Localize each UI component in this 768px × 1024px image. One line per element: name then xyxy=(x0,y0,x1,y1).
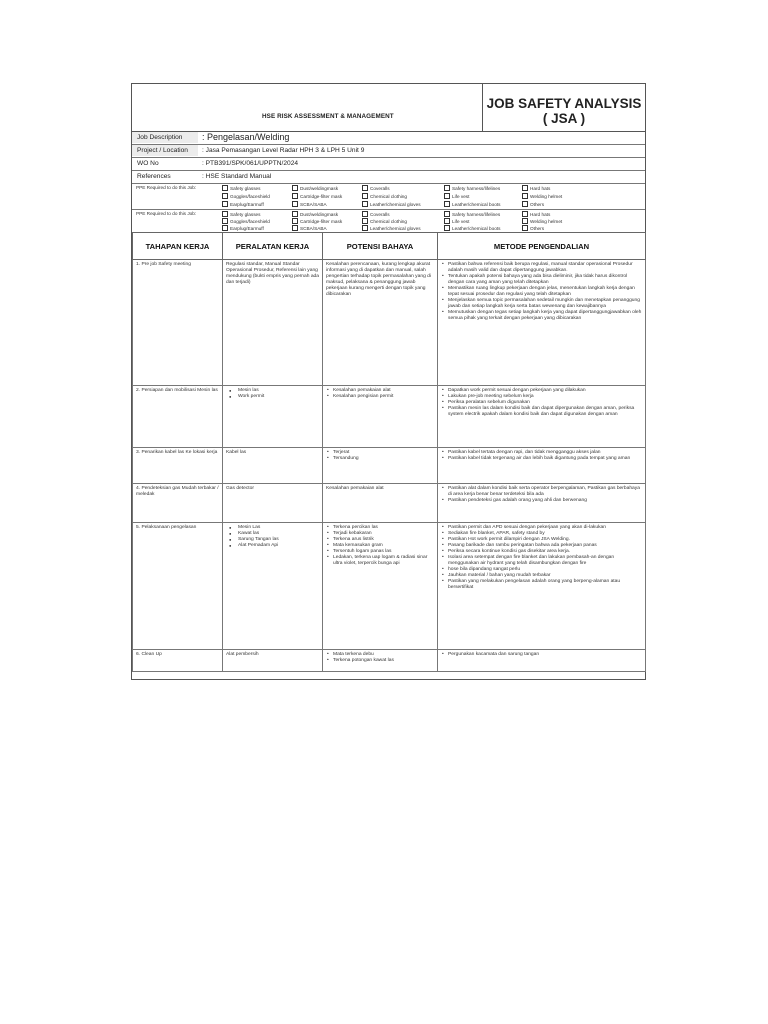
table-row xyxy=(133,650,646,672)
ppe-label: PPE Required to do this Job: xyxy=(136,185,197,190)
controls-cell xyxy=(438,484,646,523)
ppe-checkbox[interactable]: Hard hats xyxy=(522,185,550,191)
ppe-checkbox[interactable]: Leather/chemical boots xyxy=(444,225,500,231)
step-cell: 3. Penarikan kabel las Ke lokasi kerja xyxy=(133,448,223,484)
hazard-item: • Mata terkena debu xyxy=(333,652,434,658)
ppe-block-2 xyxy=(132,210,645,232)
control-item: • Dapatkan work permit sesuai dengan pekerjaan yang dilakukan xyxy=(448,388,642,394)
step-cell: 5. Pelaksanaan pengelasan xyxy=(133,523,223,650)
controls-cell xyxy=(438,523,646,650)
hazard-item: • Tersentuh logam panas las xyxy=(333,549,434,555)
hazard-item: • Terkena percikan las xyxy=(333,525,434,531)
control-item: • Pastikan Hot work permit dilampiri dengan JSA Welding. xyxy=(448,537,642,543)
control-item: • Memastikan ruang lingkup pekerjaan dengan jelas, menentukan langkah kerja dengan tepat sesuai prosedur dan regulasi yang telah ditetapkan xyxy=(448,286,642,298)
control-item: • Jauhkan material / bahan yang mudah terbakar xyxy=(448,573,642,579)
control-item: • Pastikan kabel tertata dengan rapi, dan tidak mengganggu akses jalan xyxy=(448,450,642,456)
ppe-checkbox[interactable]: Others xyxy=(522,225,544,231)
step-cell: 6. Clean Up xyxy=(133,650,223,672)
hazard-item: • Terkena arus listrik xyxy=(333,537,434,543)
hazards-cell: Kesalahan pemakaian alat xyxy=(323,484,438,523)
wo-row xyxy=(132,158,645,171)
ppe-checkbox[interactable]: Others xyxy=(522,201,544,207)
ppe-checkbox[interactable]: Earplug/Earmuff xyxy=(222,225,264,231)
ppe-checkbox[interactable]: Coveralls xyxy=(362,211,390,217)
hazards-cell: Kesalahan perencanaan, kurang lengkap akurat informasi yang di dapatkan dan manual, salah pengertian terhadap topik permasalahan yang di maksud, pelaksana & penanggung jawab pekerjaan kurang mengerti dengan topik yang dibicarakan xyxy=(323,260,438,386)
jsa-document xyxy=(131,83,646,680)
control-item: • Periksa secara kontinue kondisi gas disekitar area kerja. xyxy=(448,549,642,555)
ppe-checkbox[interactable]: Chemical clothing xyxy=(362,218,407,224)
tool-item: ● Alat Pemadam Api xyxy=(238,543,319,549)
ppe-checkbox[interactable]: Dust/weldingmask xyxy=(292,185,338,191)
ppe-checkbox[interactable]: Safety harness/lifelines xyxy=(444,185,500,191)
control-item: • Pastikan yang melakukan pengelasan adalah orang yang berpeng-alaman atau bersertifikat xyxy=(448,579,642,591)
table-row xyxy=(133,523,646,650)
ppe-checkbox[interactable]: Chemical clothing xyxy=(362,193,407,199)
ppe-checkbox[interactable]: SCBA/SABA xyxy=(292,201,327,207)
control-item: • Pastikan kabel tidak tergenang air dan lebih baik digantung pada tempat yang aman xyxy=(448,456,642,462)
document-header xyxy=(132,84,645,132)
ppe-checkbox[interactable]: Hard hats xyxy=(522,211,550,217)
tool-item: ● Sarung Tangan las xyxy=(238,537,319,543)
ppe-label: PPE Required to do this Job: xyxy=(136,211,197,216)
table-header-row xyxy=(133,233,646,260)
control-item: • Lakukan pre-job meeting sebelum kerja xyxy=(448,394,642,400)
tool-item: ● Mesin las xyxy=(238,388,319,394)
control-item: • Pastikan pendeteksi gas adalah orang yang ahli dan berwenang xyxy=(448,498,642,504)
table-row xyxy=(133,386,646,448)
ppe-checkbox[interactable]: Life vest xyxy=(444,193,469,199)
step-cell: 4. Pendeteksian gas Mudah terbakar / meledak xyxy=(133,484,223,523)
controls-cell xyxy=(438,448,646,484)
ppe-checkbox[interactable]: SCBA/SABA xyxy=(292,225,327,231)
ppe-checkbox[interactable]: Cartridge-filter mask xyxy=(292,193,342,199)
job-description-row xyxy=(132,132,645,145)
jsa-table-wrapper xyxy=(132,232,645,672)
tools-cell: Regulasi standar, Manual Standar Operasional Prosedur, Referensi lain yang mendukung (bukti empris yang pernah ada dan terjadi) xyxy=(223,260,323,386)
tool-item: ● Kawat las xyxy=(238,531,319,537)
ppe-checkbox[interactable]: Welding helmet xyxy=(522,193,562,199)
table-row xyxy=(133,484,646,523)
tools-cell xyxy=(223,386,323,448)
controls-cell xyxy=(438,650,646,672)
ppe-checkbox[interactable]: Earplug/Earmuff xyxy=(222,201,264,207)
ppe-checkbox[interactable]: Cartridge-filter mask xyxy=(292,218,342,224)
tools-cell: Gas detector xyxy=(223,484,323,523)
control-item: • Pastikan bahwa referensi baik berupa regulasi, manual standar operasional Prosedur adalah masih valid dan dapat dipertanggung jawabkan. xyxy=(448,262,642,274)
column-header: TAHAPAN KERJA xyxy=(133,233,223,260)
hazard-item: • Terjadi kebakaran xyxy=(333,531,434,537)
references-value: : HSE Standard Manual xyxy=(202,173,272,180)
hazard-item: • Terjerat xyxy=(333,450,434,456)
header-left-cell xyxy=(132,84,483,131)
table-row xyxy=(133,448,646,484)
hse-title: HSE RISK ASSESSMENT & MANAGEMENT xyxy=(262,113,394,120)
jsa-table xyxy=(132,232,646,672)
column-header: METODE PENGENDALIAN xyxy=(438,233,646,260)
controls-cell xyxy=(438,386,646,448)
control-item: • Menjelaskan semua topic permasalahan sedetail mungkin dan menetapkan penanggung jawab dan setiap langkah kerja serta batas wewenang dan kewajibannya xyxy=(448,298,642,310)
project-value: : Jasa Pemasangan Level Radar HPH 3 & LPH 5 Unit 9 xyxy=(202,147,365,154)
hazards-cell xyxy=(323,386,438,448)
jsa-subtitle: ( JSA ) xyxy=(542,111,586,126)
tool-item: ● Work permit xyxy=(238,394,319,400)
control-item: • hose bila dipandang sangat perlu xyxy=(448,567,642,573)
ppe-checkbox[interactable]: Dust/weldingmask xyxy=(292,211,338,217)
step-cell: 2. Persiapan dan mobilisasi Mesin las xyxy=(133,386,223,448)
header-right-cell xyxy=(483,84,645,131)
ppe-checkbox[interactable]: Safety glasses xyxy=(222,185,261,191)
job-description-label: Job Description xyxy=(137,134,183,141)
hazards-cell xyxy=(323,650,438,672)
table-row xyxy=(133,260,646,386)
control-item: • Pastikan permit dan APD sesuai dengan pekerjaan yang akan di-lakukan xyxy=(448,525,642,531)
project-row xyxy=(132,145,645,158)
references-label: References xyxy=(137,173,171,180)
ppe-checkbox[interactable]: Life vest xyxy=(444,218,469,224)
control-item: • Pasang barikade dan rambu peringatan bahwa ada pekerjaan panas xyxy=(448,543,642,549)
control-item: • Sediakan fire blanket, APAR, safety stand by xyxy=(448,531,642,537)
tools-cell: Kabel las xyxy=(223,448,323,484)
hazard-item: • Kesalahan pemakaian alat xyxy=(333,388,434,394)
hazard-item: • Tersandung xyxy=(333,456,434,462)
controls-cell xyxy=(438,260,646,386)
ppe-checkbox[interactable]: Leather/chemical boots xyxy=(444,201,500,207)
ppe-checkbox[interactable]: Coveralls xyxy=(362,185,390,191)
ppe-checkbox[interactable]: Safety glasses xyxy=(222,211,261,217)
wo-label: WO No xyxy=(137,160,159,167)
ppe-checkbox[interactable]: Leather/chemical gloves xyxy=(362,225,421,231)
control-item: • Memutuskan dengan tegas setiap langkah kerja yang dapat dipertanggungjawabkan oleh semua pihak yang terkait dengan pekerjaan yang dibicarakan xyxy=(448,310,642,322)
control-item: • Tentukan apakah potensi bahaya yang ada bisa dieliminir, jika tidak harus dikontrol dengan cara yang aman yang telah ditetapkan xyxy=(448,274,642,286)
step-cell: 1. Pre job Safety meeting xyxy=(133,260,223,386)
wo-value: : PTB391/SPK/061/UPPTN/2024 xyxy=(202,160,299,167)
project-label: Project / Location xyxy=(137,147,188,154)
control-item: • Periksa peralatan sebelum digunakan xyxy=(448,400,642,406)
hazards-cell xyxy=(323,523,438,650)
column-header: PERALATAN KERJA xyxy=(223,233,323,260)
control-item: • Pergunakan kacamata dan sarung tangan xyxy=(448,652,642,658)
ppe-checkbox[interactable]: Goggles/faceshield xyxy=(222,218,270,224)
hazards-cell xyxy=(323,448,438,484)
references-row xyxy=(132,171,645,184)
control-item: • Isolasi area setempat dengan fire blanket dan lakukan pembasah-an dengan menggunakan air hydrant yang telah disambungkan dengan fire xyxy=(448,555,642,567)
tools-cell: Alat pembersih xyxy=(223,650,323,672)
control-item: • Pastikan alat dalam kondisi baik serta operator berpengalaman, Pastikan gas berbahaya di area kerja benar benar terdeteksi bila ada xyxy=(448,486,642,498)
jsa-title: JOB SAFETY ANALYSIS xyxy=(486,96,642,111)
ppe-checkbox[interactable]: Leather/chemical gloves xyxy=(362,201,421,207)
job-description-value: : Pengelasan/Welding xyxy=(202,132,290,142)
ppe-checkbox[interactable]: Safety harness/lifelines xyxy=(444,211,500,217)
ppe-checkbox[interactable]: Goggles/faceshield xyxy=(222,193,270,199)
ppe-checkbox[interactable]: Welding helmet xyxy=(522,218,562,224)
ppe-block-1 xyxy=(132,184,645,210)
tools-cell xyxy=(223,523,323,650)
column-header: POTENSI BAHAYA xyxy=(323,233,438,260)
tool-item: ● Mesin Las xyxy=(238,525,319,531)
hazard-item: • Mata kemasukan gram xyxy=(333,543,434,549)
hazard-item: • Kesalahan pengisian permit xyxy=(333,394,434,400)
control-item: • Pastikan mesin las dalam kondisi baik dan dapat dipergunakan dengan aman, periksa system electrik apakah dalam kondisi baik dan dapat digunakan dengan aman xyxy=(448,406,642,418)
hazard-item: • Ledakan, terkena uap logam & radiasi sinar ultra violet, terpercik bunga api xyxy=(333,555,434,567)
hazard-item: • Terkena potongan kawat las xyxy=(333,658,434,664)
